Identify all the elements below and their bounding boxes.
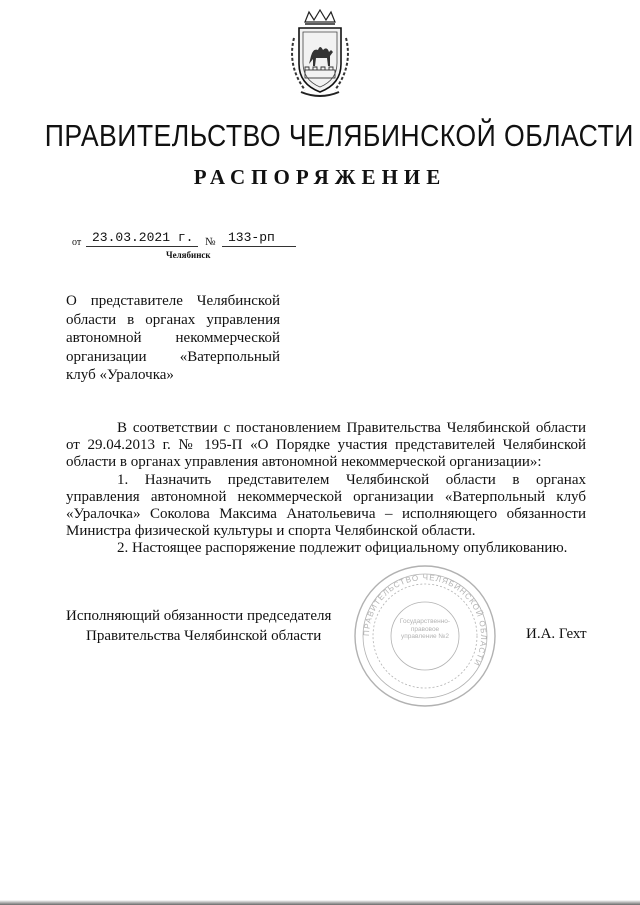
coat-of-arms-icon	[285, 8, 355, 100]
registration-block	[72, 227, 312, 263]
body-item-1: 1. Назначить представителем Челябинской области в органах управления автономной некоммерческой организации «Ватерпольный клуб «Уралочка» Соколова Максима Анатольевича – исполняющего обязанности Министра физической культуры и спорта Челябинской области.	[66, 471, 586, 540]
number-prefix-label: №	[205, 236, 216, 248]
official-seal-stamp	[352, 563, 498, 709]
document-body	[66, 420, 586, 558]
date-prefix-label: от	[72, 237, 82, 248]
body-item-2: 2. Настоящее распоряжение подлежит официальному опубликованию.	[117, 540, 568, 557]
signatory-position	[66, 606, 336, 646]
date-underline	[86, 246, 198, 247]
document-date: 23.03.2021 г.	[92, 230, 194, 245]
government-title: ПРАВИТЕЛЬСТВО ЧЕЛЯБИНСКОЙ ОБЛАСТИ	[44, 118, 634, 153]
city-label: Челябинск	[166, 250, 211, 260]
signatory-position-line-2: Правительства Челябинской области	[86, 628, 322, 644]
document-subject: О представителе Челябинской области в органах управления автономной некоммерческой организации «Ватерпольный клуб «Уралочка»	[66, 293, 280, 383]
document-type-heading: РАСПОРЯЖЕНИЕ	[193, 165, 447, 189]
signatory-position-line-1: Исполняющий обязанности председателя	[66, 608, 332, 624]
scan-edge-shadow	[0, 900, 640, 905]
seal-center-text: Государственно-правовое управление №2	[399, 618, 451, 640]
number-underline	[222, 246, 296, 247]
document-number: 133-рп	[228, 230, 275, 245]
body-intro-paragraph: В соответствии с постановлением Правительства Челябинской области от 29.04.2013 г. № 195-П «О Порядке участия представителей Челябинской области в органах управления автономной некоммерческой организации»:	[66, 420, 586, 471]
signatory-name: И.А. Гехт	[526, 626, 587, 642]
seal-outer-text: ПРАВИТЕЛЬСТВО ЧЕЛЯБИНСКОЙ ОБЛАСТИ	[361, 572, 489, 668]
